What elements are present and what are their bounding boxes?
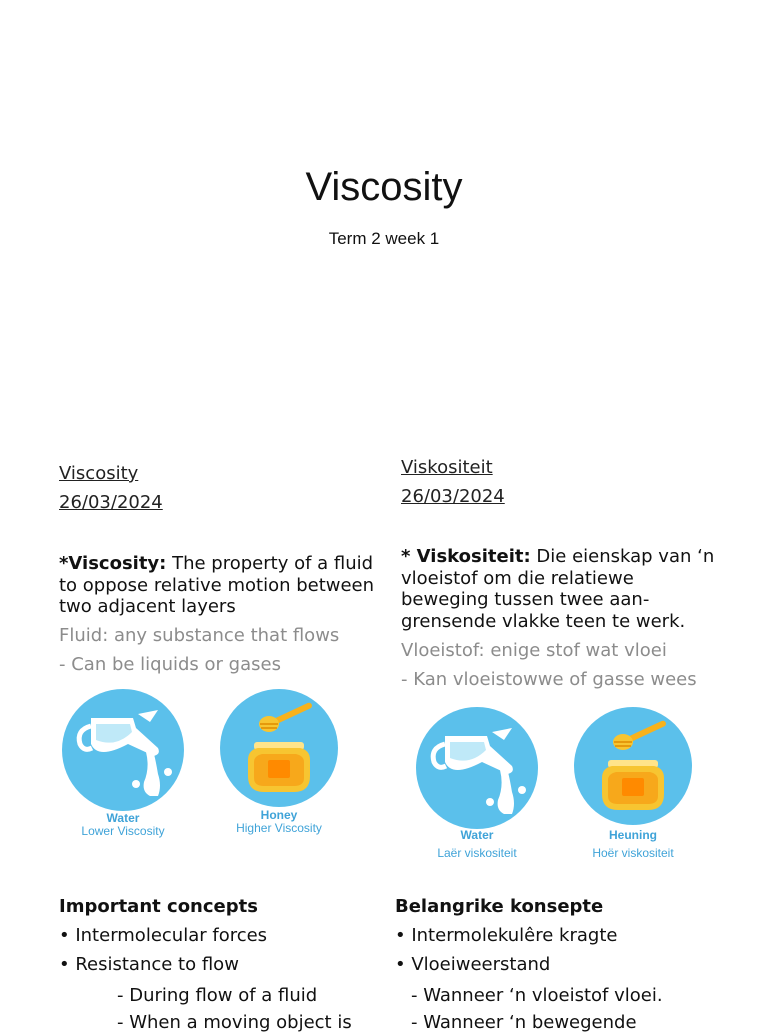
water-jug-icon — [412, 704, 542, 834]
left-honey-image — [214, 688, 344, 838]
water-jug-icon — [58, 688, 188, 818]
left-honey-label: Honey — [260, 808, 298, 822]
right-definition-text: Die eienskap van ‘n vloeistof om die relatiewe beweging tussen twee aan-grensende vlakke teen te werk. — [401, 546, 715, 632]
left-fluid-line: Fluid: any substance that flows — [59, 625, 340, 646]
right-heading: Viskositeit — [401, 457, 493, 478]
left-concept-subitem: - When a moving object is — [117, 1012, 352, 1033]
left-date: 26/03/2024 — [59, 492, 163, 513]
left-heading: Viscosity — [59, 463, 139, 484]
left-definition-text: The property of a fluid to oppose relative motion between two adjacent layers — [59, 553, 375, 617]
left-concept-subitem: - During flow of a fluid — [117, 985, 318, 1006]
left-concept-item: • Intermolecular forces — [59, 925, 268, 946]
left-honey-caption: Higher Viscosity — [236, 821, 322, 835]
honey-jar-icon — [214, 688, 344, 818]
right-definition-term: * Viskositeit: — [401, 546, 531, 567]
right-concept-item: • Vloeiweerstand — [395, 954, 551, 975]
honey-jar-icon — [568, 704, 698, 834]
right-honey-label: Heuning — [609, 828, 657, 842]
left-concept-item: • Resistance to flow — [59, 954, 239, 975]
right-concept-item: • Intermolekulêre kragte — [395, 925, 618, 946]
right-fluid-line: Vloeistof: enige stof wat vloei — [401, 640, 667, 661]
left-definition — [59, 553, 384, 618]
left-fluid-sub: - Can be liquids or gases — [59, 654, 281, 675]
left-water-label: Water — [106, 811, 140, 825]
right-water-caption: Laër viskositeit — [437, 846, 517, 860]
right-water-image — [412, 704, 542, 864]
right-fluid-sub: - Kan vloeistowwe of gasse wees — [401, 669, 697, 690]
right-definition — [401, 546, 721, 632]
right-concept-subitem: - Wanneer ‘n bewegende — [411, 1012, 637, 1033]
left-definition-term: *Viscosity: — [59, 553, 167, 574]
right-honey-image — [568, 704, 698, 864]
right-concepts-heading: Belangrike konsepte — [395, 896, 604, 917]
right-concept-subitem: - Wanneer ‘n vloeistof vloei. — [411, 985, 663, 1006]
slide-subtitle: Term 2 week 1 — [328, 229, 440, 248]
right-honey-caption: Hoër viskositeit — [592, 846, 674, 860]
left-water-caption: Lower Viscosity — [81, 824, 165, 838]
slide-title: Viscosity — [305, 165, 463, 209]
left-water-image — [58, 688, 188, 838]
left-concepts-heading: Important concepts — [59, 896, 258, 917]
right-date: 26/03/2024 — [401, 486, 505, 507]
right-water-label: Water — [460, 828, 494, 842]
